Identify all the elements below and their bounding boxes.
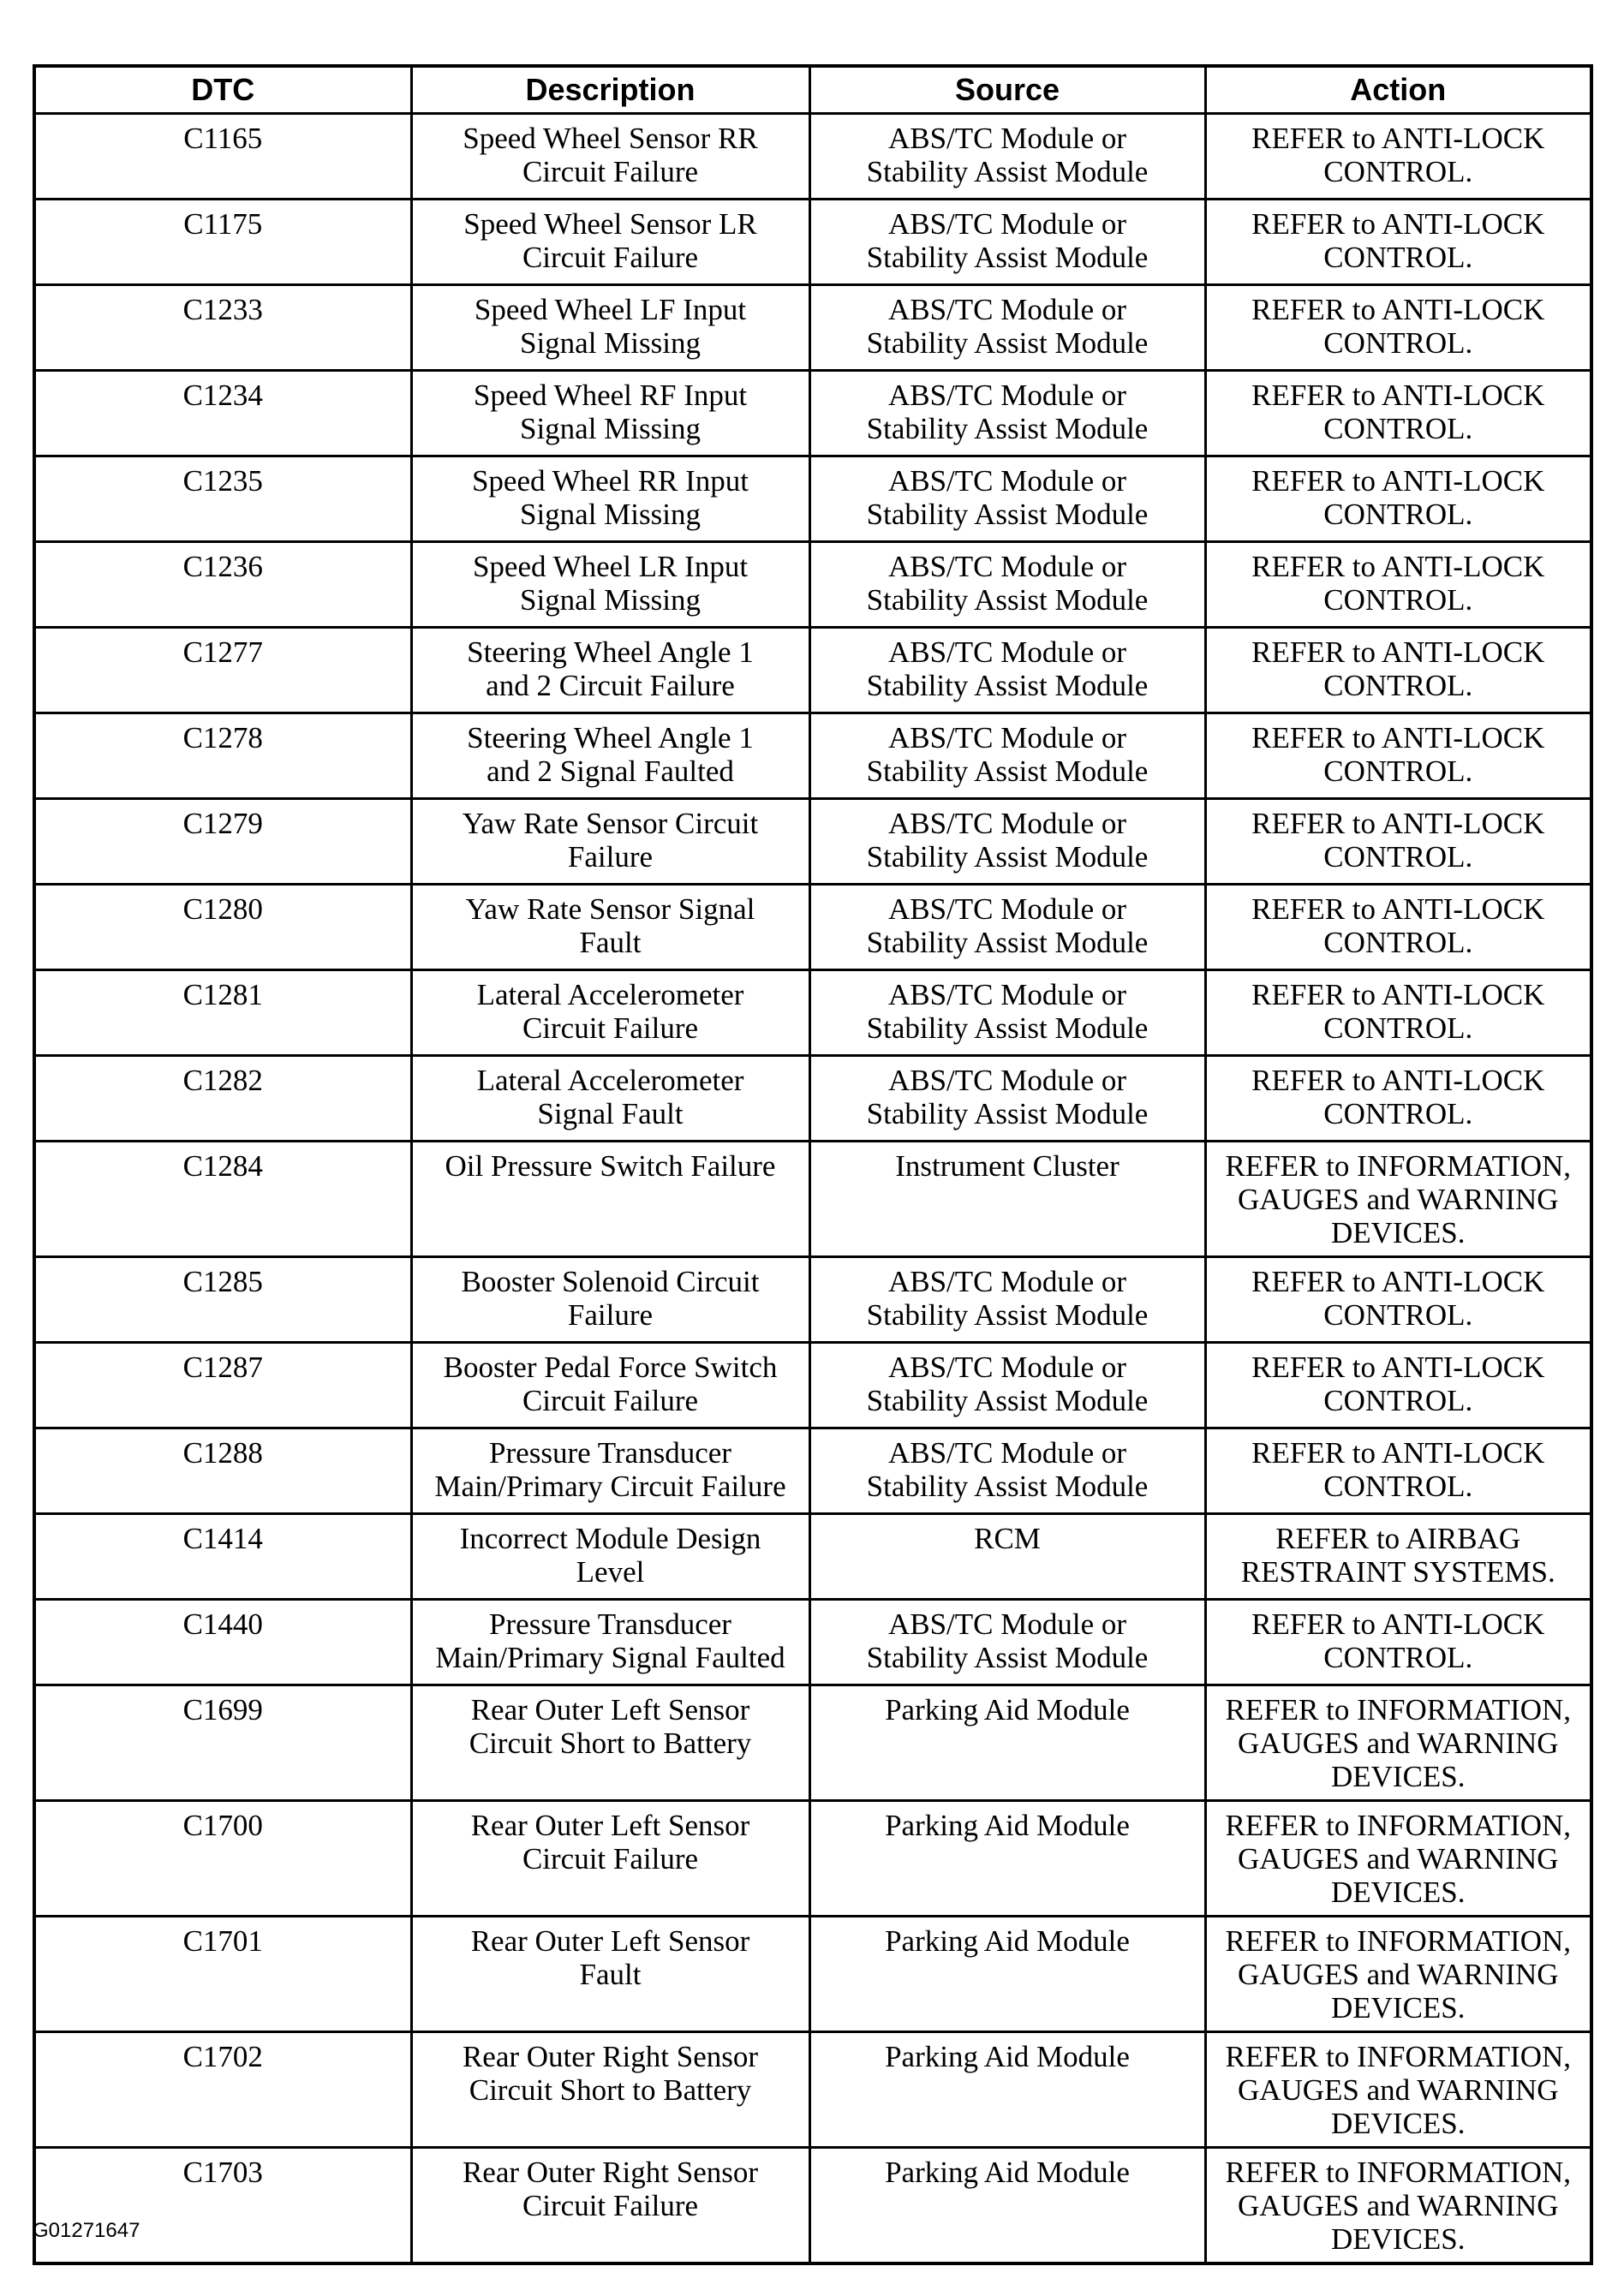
source-text: ABS/TC Module or Stability Assist Module	[866, 550, 1149, 617]
cell-description	[411, 2032, 809, 2148]
table-row	[34, 1056, 1591, 1142]
cell-dtc	[34, 1600, 411, 1685]
cell-source	[809, 1343, 1205, 1428]
action-text: REFER to AIRBAG RESTRAINT SYSTEMS.	[1240, 1522, 1555, 1589]
table-row	[34, 1428, 1591, 1514]
cell-description	[411, 970, 809, 1056]
source-text: RCM	[974, 1522, 1041, 1555]
header-action: Action	[1205, 66, 1591, 114]
cell-dtc	[34, 1056, 411, 1142]
action-text: REFER to INFORMATION, GAUGES and WARNING DEVICES.	[1225, 1924, 1571, 2025]
cell-action	[1205, 2148, 1591, 2264]
action-text: REFER to ANTI-LOCK CONTROL.	[1251, 807, 1545, 874]
cell-action	[1205, 1142, 1591, 1257]
cell-action	[1205, 628, 1591, 713]
dtc-text: C1440	[182, 1607, 263, 1641]
table-row	[34, 1142, 1591, 1257]
cell-action	[1205, 1685, 1591, 1801]
dtc-text: C1701	[182, 1924, 263, 1958]
table-row	[34, 200, 1591, 285]
table-row	[34, 542, 1591, 628]
cell-description	[411, 200, 809, 285]
action-text: REFER to ANTI-LOCK CONTROL.	[1251, 1064, 1545, 1130]
cell-dtc	[34, 1142, 411, 1257]
cell-action	[1205, 371, 1591, 456]
table-row	[34, 371, 1591, 456]
dtc-table-container	[33, 64, 1590, 2265]
table-row	[34, 1514, 1591, 1600]
action-text: REFER to INFORMATION, GAUGES and WARNING DEVICES.	[1225, 1149, 1571, 1249]
dtc-text: C1235	[182, 464, 263, 498]
cell-source	[809, 1801, 1205, 1917]
cell-action	[1205, 456, 1591, 542]
dtc-text: C1287	[182, 1351, 263, 1384]
cell-action	[1205, 799, 1591, 885]
source-text: ABS/TC Module or Stability Assist Module	[866, 379, 1149, 445]
cell-source	[809, 713, 1205, 799]
table-row	[34, 1685, 1591, 1801]
description-text: Yaw Rate Sensor Signal Fault	[465, 892, 755, 959]
cell-description	[411, 285, 809, 371]
action-text: REFER to ANTI-LOCK CONTROL.	[1251, 1436, 1545, 1503]
cell-action	[1205, 1801, 1591, 1917]
dtc-text: C1288	[182, 1436, 263, 1470]
table-row	[34, 285, 1591, 371]
cell-dtc	[34, 1514, 411, 1600]
cell-dtc	[34, 1917, 411, 2032]
dtc-text: C1700	[182, 1809, 263, 1842]
action-text: REFER to ANTI-LOCK CONTROL.	[1251, 207, 1545, 274]
description-text: Yaw Rate Sensor Circuit Failure	[462, 807, 759, 874]
cell-action	[1205, 114, 1591, 200]
dtc-text: C1233	[182, 293, 263, 326]
cell-source	[809, 1514, 1205, 1600]
dtc-text: C1702	[182, 2040, 263, 2073]
cell-description	[411, 799, 809, 885]
description-text: Rear Outer Left Sensor Circuit Failure	[470, 1809, 750, 1876]
cell-action	[1205, 200, 1591, 285]
cell-source	[809, 799, 1205, 885]
dtc-text: C1236	[182, 550, 263, 583]
cell-description	[411, 1343, 809, 1428]
cell-dtc	[34, 1801, 411, 1917]
cell-action	[1205, 542, 1591, 628]
cell-description	[411, 1514, 809, 1600]
cell-source	[809, 1917, 1205, 2032]
cell-description	[411, 885, 809, 970]
cell-dtc	[34, 371, 411, 456]
table-row	[34, 1257, 1591, 1343]
action-text: REFER to ANTI-LOCK CONTROL.	[1251, 293, 1545, 360]
cell-source	[809, 114, 1205, 200]
cell-description	[411, 1917, 809, 2032]
cell-dtc	[34, 1257, 411, 1343]
table-row	[34, 2032, 1591, 2148]
cell-dtc	[34, 628, 411, 713]
source-text: Parking Aid Module	[885, 1693, 1130, 1726]
description-text: Steering Wheel Angle 1 and 2 Signal Faulted	[467, 721, 754, 788]
source-text: ABS/TC Module or Stability Assist Module	[866, 721, 1149, 788]
dtc-text: C1703	[182, 2156, 263, 2189]
description-text: Booster Solenoid Circuit Failure	[461, 1265, 760, 1332]
cell-description	[411, 1142, 809, 1257]
dtc-text: C1699	[182, 1693, 263, 1726]
cell-action	[1205, 1343, 1591, 1428]
cell-description	[411, 1600, 809, 1685]
source-text: ABS/TC Module or Stability Assist Module	[866, 1265, 1149, 1332]
cell-action	[1205, 1600, 1591, 1685]
description-text: Rear Outer Right Sensor Circuit Short to Battery	[462, 2040, 759, 2107]
cell-description	[411, 1685, 809, 1801]
description-text: Speed Wheel Sensor LR Circuit Failure	[463, 207, 757, 274]
cell-dtc	[34, 1685, 411, 1801]
figure-id: G01271647	[33, 2219, 140, 2242]
source-text: ABS/TC Module or Stability Assist Module	[866, 1351, 1149, 1417]
cell-source	[809, 542, 1205, 628]
dtc-text: C1165	[183, 122, 263, 155]
description-text: Pressure Transducer Main/Primary Signal Faulted	[435, 1607, 785, 1674]
cell-description	[411, 1801, 809, 1917]
table-row	[34, 2148, 1591, 2264]
description-text: Booster Pedal Force Switch Circuit Failure	[443, 1351, 778, 1417]
cell-dtc	[34, 114, 411, 200]
description-text: Oil Pressure Switch Failure	[445, 1149, 776, 1183]
source-text: ABS/TC Module or Stability Assist Module	[866, 892, 1149, 959]
action-text: REFER to INFORMATION, GAUGES and WARNING DEVICES.	[1225, 2156, 1571, 2256]
cell-action	[1205, 1257, 1591, 1343]
table-row	[34, 628, 1591, 713]
dtc-table	[33, 64, 1593, 2265]
action-text: REFER to ANTI-LOCK CONTROL.	[1251, 1607, 1545, 1674]
cell-source	[809, 371, 1205, 456]
cell-source	[809, 628, 1205, 713]
cell-action	[1205, 2032, 1591, 2148]
cell-source	[809, 456, 1205, 542]
source-text: ABS/TC Module or Stability Assist Module	[866, 1436, 1149, 1503]
cell-source	[809, 2148, 1205, 2264]
cell-source	[809, 1257, 1205, 1343]
cell-description	[411, 371, 809, 456]
table-row	[34, 1917, 1591, 2032]
table-row	[34, 114, 1591, 200]
description-text: Rear Outer Right Sensor Circuit Failure	[462, 2156, 759, 2222]
dtc-text: C1414	[182, 1522, 263, 1555]
dtc-text: C1277	[182, 635, 263, 669]
header-dtc: DTC	[34, 66, 411, 114]
action-text: REFER to ANTI-LOCK CONTROL.	[1251, 978, 1545, 1045]
action-text: REFER to ANTI-LOCK CONTROL.	[1251, 550, 1545, 617]
description-text: Speed Wheel LF Input Signal Missing	[474, 293, 747, 360]
action-text: REFER to ANTI-LOCK CONTROL.	[1251, 635, 1545, 702]
source-text: Parking Aid Module	[885, 2040, 1130, 2073]
cell-action	[1205, 885, 1591, 970]
cell-source	[809, 970, 1205, 1056]
description-text: Speed Wheel LR Input Signal Missing	[472, 550, 749, 617]
cell-dtc	[34, 1343, 411, 1428]
cell-source	[809, 1428, 1205, 1514]
source-text: Parking Aid Module	[885, 2156, 1130, 2189]
cell-action	[1205, 713, 1591, 799]
source-text: ABS/TC Module or Stability Assist Module	[866, 122, 1149, 188]
description-text: Lateral Accelerometer Circuit Failure	[476, 978, 744, 1045]
dtc-text: C1284	[182, 1149, 263, 1183]
description-text: Rear Outer Left Sensor Fault	[470, 1924, 750, 1991]
cell-dtc	[34, 2032, 411, 2148]
action-text: REFER to ANTI-LOCK CONTROL.	[1251, 122, 1545, 188]
description-text: Speed Wheel RR Input Signal Missing	[471, 464, 749, 531]
source-text: ABS/TC Module or Stability Assist Module	[866, 1064, 1149, 1130]
source-text: ABS/TC Module or Stability Assist Module	[866, 978, 1149, 1045]
cell-action	[1205, 1056, 1591, 1142]
description-text: Incorrect Module Design Level	[459, 1522, 761, 1589]
source-text: ABS/TC Module or Stability Assist Module	[866, 635, 1149, 702]
cell-source	[809, 285, 1205, 371]
source-text: Parking Aid Module	[885, 1809, 1130, 1842]
action-text: REFER to ANTI-LOCK CONTROL.	[1251, 379, 1545, 445]
header-description: Description	[411, 66, 809, 114]
table-header-row	[34, 66, 1591, 114]
source-text: Instrument Cluster	[895, 1149, 1119, 1183]
header-source: Source	[809, 66, 1205, 114]
cell-description	[411, 2148, 809, 2264]
source-text: ABS/TC Module or Stability Assist Module	[866, 207, 1149, 274]
cell-dtc	[34, 2148, 411, 2264]
cell-dtc	[34, 542, 411, 628]
cell-description	[411, 713, 809, 799]
action-text: REFER to INFORMATION, GAUGES and WARNING DEVICES.	[1225, 2040, 1571, 2140]
cell-dtc	[34, 200, 411, 285]
cell-dtc	[34, 713, 411, 799]
source-text: ABS/TC Module or Stability Assist Module	[866, 464, 1149, 531]
cell-description	[411, 456, 809, 542]
cell-action	[1205, 1514, 1591, 1600]
cell-dtc	[34, 885, 411, 970]
cell-dtc	[34, 456, 411, 542]
cell-description	[411, 1056, 809, 1142]
cell-action	[1205, 1917, 1591, 2032]
cell-source	[809, 1600, 1205, 1685]
description-text: Pressure Transducer Main/Primary Circuit Failure	[434, 1436, 786, 1503]
dtc-text: C1279	[182, 807, 263, 840]
cell-source	[809, 2032, 1205, 2148]
table-row	[34, 1600, 1591, 1685]
cell-source	[809, 885, 1205, 970]
cell-source	[809, 200, 1205, 285]
table-row	[34, 799, 1591, 885]
cell-dtc	[34, 970, 411, 1056]
description-text: Lateral Accelerometer Signal Fault	[476, 1064, 744, 1130]
cell-source	[809, 1685, 1205, 1801]
table-row	[34, 970, 1591, 1056]
cell-dtc	[34, 1428, 411, 1514]
source-text: ABS/TC Module or Stability Assist Module	[866, 293, 1149, 360]
description-text: Speed Wheel RF Input Signal Missing	[473, 379, 748, 445]
cell-description	[411, 1257, 809, 1343]
dtc-text: C1175	[183, 207, 263, 241]
dtc-text: C1278	[182, 721, 263, 754]
dtc-text: C1234	[182, 379, 263, 412]
table-body	[34, 114, 1591, 2264]
dtc-text: C1285	[182, 1265, 263, 1298]
action-text: REFER to INFORMATION, GAUGES and WARNING DEVICES.	[1225, 1809, 1571, 1909]
cell-dtc	[34, 285, 411, 371]
cell-description	[411, 628, 809, 713]
source-text: ABS/TC Module or Stability Assist Module	[866, 1607, 1149, 1674]
cell-description	[411, 542, 809, 628]
description-text: Speed Wheel Sensor RR Circuit Failure	[463, 122, 758, 188]
cell-action	[1205, 285, 1591, 371]
cell-description	[411, 114, 809, 200]
cell-description	[411, 1428, 809, 1514]
dtc-text: C1281	[182, 978, 263, 1011]
action-text: REFER to ANTI-LOCK CONTROL.	[1251, 892, 1545, 959]
description-text: Rear Outer Left Sensor Circuit Short to Battery	[469, 1693, 752, 1760]
description-text: Steering Wheel Angle 1 and 2 Circuit Failure	[467, 635, 754, 702]
table-row	[34, 1801, 1591, 1917]
table-row	[34, 456, 1591, 542]
cell-source	[809, 1142, 1205, 1257]
source-text: ABS/TC Module or Stability Assist Module	[866, 807, 1149, 874]
cell-action	[1205, 1428, 1591, 1514]
action-text: REFER to ANTI-LOCK CONTROL.	[1251, 464, 1545, 531]
cell-source	[809, 1056, 1205, 1142]
table-row	[34, 713, 1591, 799]
table-row	[34, 885, 1591, 970]
action-text: REFER to ANTI-LOCK CONTROL.	[1251, 721, 1545, 788]
dtc-text: C1282	[182, 1064, 263, 1097]
cell-action	[1205, 970, 1591, 1056]
cell-dtc	[34, 799, 411, 885]
action-text: REFER to ANTI-LOCK CONTROL.	[1251, 1265, 1545, 1332]
action-text: REFER to INFORMATION, GAUGES and WARNING DEVICES.	[1225, 1693, 1571, 1793]
action-text: REFER to ANTI-LOCK CONTROL.	[1251, 1351, 1545, 1417]
dtc-text: C1280	[182, 892, 263, 926]
table-row	[34, 1343, 1591, 1428]
source-text: Parking Aid Module	[885, 1924, 1130, 1958]
